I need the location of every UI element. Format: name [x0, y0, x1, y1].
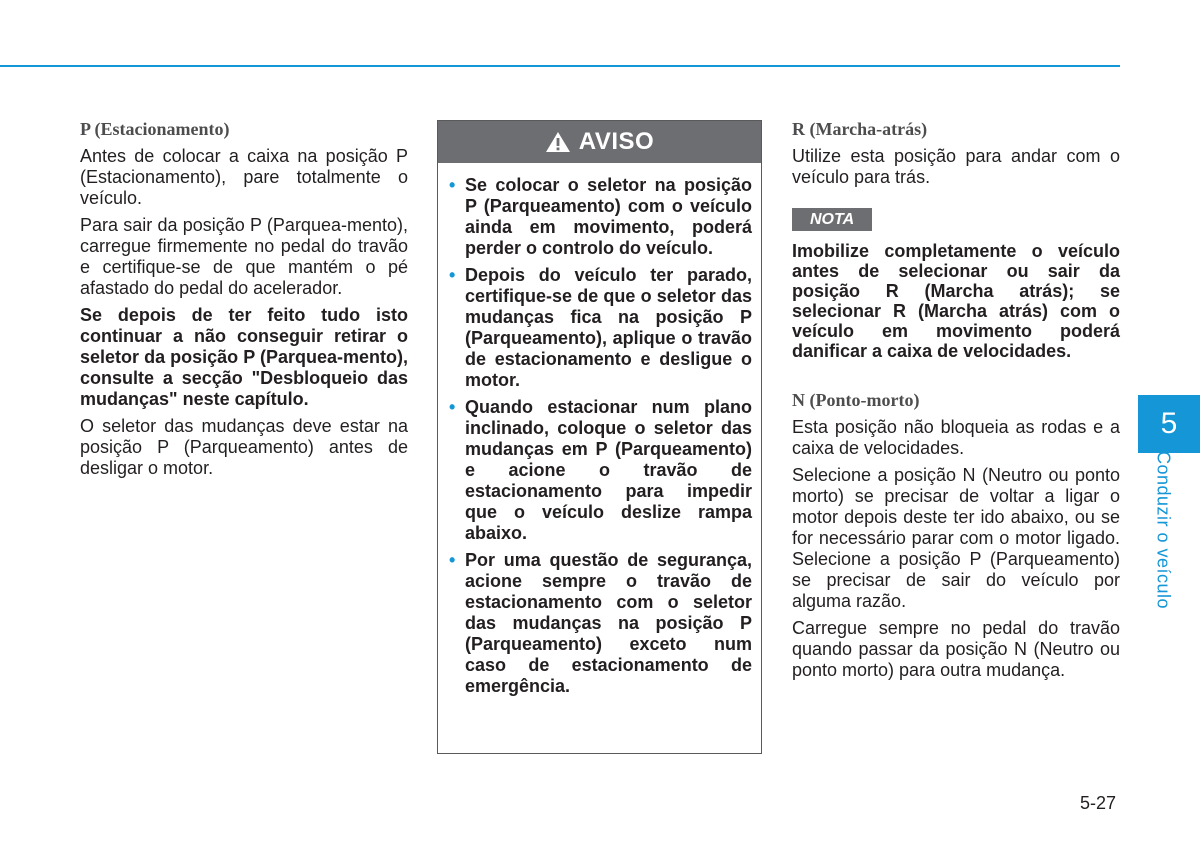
list-item-text: Depois do veículo ter parado, certifique-se de que o seletor das mudanças fica na posição P (Parqueamento), aplique o travão de estacionamento e desligue o motor. — [465, 265, 752, 390]
right-column — [792, 118, 1120, 687]
list-item-text: Quando estacionar num plano inclinado, coloque o seletor das mudanças em P (Parqueamento) e acione o travão de estacionamento para impedir que o veículo deslize rampa abaixo. — [465, 397, 752, 543]
bold-paragraph: Se depois de ter feito tudo isto continuar a não conseguir retirar o seletor da posição P (Parquea-mento), consulte a secção "Desbloqueio das mudanças" neste capítulo. — [80, 305, 408, 409]
warning-triangle-icon — [545, 131, 571, 153]
list-item-text: Se colocar o seletor na posição P (Parqueamento) com o veículo ainda em movimento, poderá perder o controlo do veículo. — [465, 175, 752, 258]
section-heading-r: R (Marcha-atrás) — [792, 119, 928, 139]
warning-list — [438, 163, 761, 697]
bullet-icon: • — [449, 175, 456, 195]
nota-badge: NOTA — [792, 208, 872, 231]
list-item — [449, 265, 752, 391]
bullet-icon: • — [449, 265, 456, 285]
list-item-text: Por uma questão de segurança, acione sempre o travão de estacionamento com o seletor das mudanças na posição P (Parqueamento) exceto num caso de estacionamento de emergência. — [465, 550, 752, 696]
section-heading-p: P (Estacionamento) — [80, 119, 230, 139]
chapter-tab: 5 — [1138, 395, 1200, 453]
bullet-icon: • — [449, 550, 456, 570]
chapter-title: Conduzir o veículo — [1153, 450, 1174, 610]
warning-title: AVISO — [578, 128, 655, 155]
warning-header — [438, 121, 761, 163]
page-number: 5-27 — [1079, 793, 1116, 813]
paragraph: Utilize esta posição para andar com o veículo para trás. — [792, 146, 1120, 187]
left-column — [80, 118, 408, 485]
list-item — [449, 175, 752, 259]
section-heading-n: N (Ponto-morto) — [792, 390, 920, 410]
paragraph: Selecione a posição N (Neutro ou ponto morto) se precisar de voltar a ligar o motor depois deste ter ido abaixo, ou se for necessário parar com o motor ligado. Selecione a posição P (Parqueamento) se precisar de sair do veículo por alguma razão. — [792, 465, 1120, 611]
paragraph: Carregue sempre no pedal do travão quando passar da posição N (Neutro ou ponto morto) para outra mudança. — [792, 618, 1120, 680]
warning-box — [437, 120, 762, 754]
paragraph: Antes de colocar a caixa na posição P (Estacionamento), pare totalmente o veículo. — [80, 146, 408, 208]
list-item — [449, 550, 752, 697]
paragraph: Para sair da posição P (Parquea-mento), carregue firmemente no pedal do travão e certifique-se de que mantém o pé afastado do pedal do acelerador. — [80, 215, 408, 298]
paragraph: O seletor das mudanças deve estar na posição P (Parqueamento) antes de desligar o motor. — [80, 416, 408, 478]
top-rule — [0, 65, 1120, 67]
nota-text: Imobilize completamente o veículo antes de selecionar ou sair da posição R (Marcha atrás); se selecionar R (Marcha atrás) com o veículo em movimento poderá danificar a caixa de velocidades. — [792, 241, 1120, 361]
bullet-icon: • — [449, 397, 456, 417]
paragraph: Esta posição não bloqueia as rodas e a caixa de velocidades. — [792, 417, 1120, 458]
list-item — [449, 397, 752, 544]
